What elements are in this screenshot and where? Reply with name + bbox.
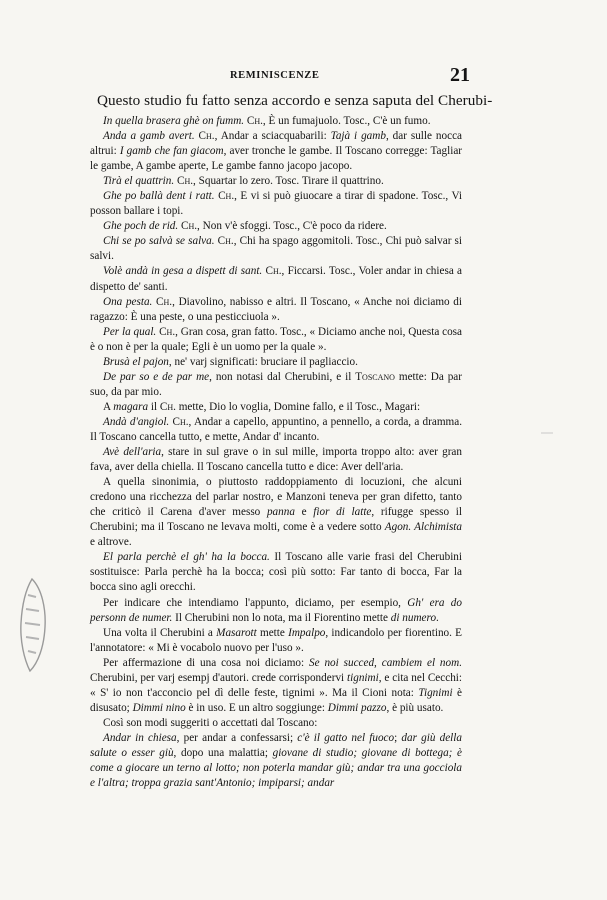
abbreviation: Ch.: [265, 265, 282, 278]
text-run: .: [436, 611, 439, 624]
text-run: , indicandolo per fiorentino. E l'annotatore: « Mi è vocabolo nuovo per l'uso ».: [90, 626, 462, 654]
paragraph: [90, 656, 462, 716]
text-run: , Andar a sciacquabarili:: [214, 130, 331, 143]
text-run: , Chi ha spago aggomitoli. Tosc., Chi può salvar si salvi.: [90, 235, 463, 263]
paragraph: [90, 129, 462, 174]
text-run: e: [294, 506, 314, 519]
italic-phrase: Tirà el quattrin.: [103, 175, 175, 188]
paragraph: [90, 475, 462, 550]
paragraph: [90, 325, 462, 355]
text-run: ;: [394, 731, 402, 744]
paragraph: [90, 415, 462, 445]
text-run: Per indicare che intendiamo l'appunto, diciamo, per esempio,: [103, 596, 408, 609]
paragraph: [90, 189, 462, 219]
italic-phrase: fior di latte: [313, 506, 372, 519]
text-run: è in uso. E un altro soggiunge:: [185, 701, 328, 714]
text-run: , è più usato.: [386, 701, 444, 714]
text-run: , E vi si può giuocare a tirar di spadone. Tosc., Vi posson ballare i topi.: [90, 190, 463, 218]
text-run: , non notasi dal Cherubini, e il: [209, 370, 356, 383]
abbreviation: Ch.: [217, 235, 234, 248]
text-run: , Squartar lo zero. Tosc. Tirare il quattrino.: [193, 175, 384, 188]
italic-phrase: El parla perchè el gh' ha la bocca.: [103, 551, 270, 564]
italic-phrase: Tajà i gamb: [330, 130, 386, 143]
italic-phrase: panna: [266, 506, 295, 519]
text-run: , Gran cosa, gran fatto. Tosc., « Diciamo anche noi, Questa cosa è o non è per la quale; Egli è un uomo per la quale ».: [90, 325, 463, 353]
text-run: , Ficcarsi. Tosc., Voler andar in chiesa a dispetto de' santi.: [90, 265, 463, 293]
text-run: e altrove.: [90, 536, 132, 549]
paragraph: [90, 114, 462, 129]
text-run: , Diavolino, nabisso e altri. Il Toscano, « Anche noi diciamo di ragazzo: È una peste, o una pesticciuola ».: [90, 295, 462, 323]
italic-phrase: Dimmi pazzo: [327, 701, 387, 714]
text-run: il: [148, 400, 160, 413]
running-head: REMINISCENZE: [230, 70, 320, 81]
text-run: , Non v'è sfoggi. Tosc., C'è poco da ridere.: [197, 220, 387, 233]
text-run: A: [103, 400, 114, 413]
italic-phrase: Andar in chiesa: [103, 731, 177, 744]
italic-phrase: Volè andà in gesa a dispett di sant.: [103, 265, 263, 278]
abbreviation: Ch.: [181, 220, 198, 233]
paragraph: [90, 550, 462, 595]
italic-phrase: Impalpo: [288, 626, 326, 639]
text-run: mette, Dio lo voglia, Domine fallo, e il Tosc., Magari:: [175, 400, 421, 413]
paragraph: [90, 174, 462, 189]
page-header: [90, 66, 470, 88]
italic-phrase: Avè dell'aria: [103, 446, 162, 459]
italic-phrase: Ona pesta.: [103, 295, 153, 308]
paragraph: [90, 626, 462, 656]
italic-phrase: In quella brasera ghè on fumm.: [103, 115, 245, 127]
paragraph: [90, 295, 462, 325]
paragraph: [90, 234, 462, 264]
paragraph: [90, 219, 462, 234]
paragraph: [90, 355, 462, 370]
italic-phrase: Anda a gamb avert.: [103, 130, 195, 143]
abbreviation: Toscano: [355, 370, 395, 383]
text-run: Cherubini, per varj esempj d'autori. crede corrispondervi: [90, 671, 348, 684]
paragraph: [90, 596, 462, 626]
text-run: è disusato;: [90, 686, 462, 714]
text-run: , dar sulle nocca altrui:: [90, 130, 462, 158]
paragraph: [90, 370, 462, 400]
paragraph: [90, 264, 462, 294]
text-run: , aver tronche le gambe. Il Toscano corregge: Tagliar le gambe, A gambe aperte, Le gambe fanno jacopo jacopo.: [90, 145, 463, 173]
text-run: mette: Da par suo, da par mio.: [90, 370, 462, 398]
abbreviation: Ch.: [246, 115, 263, 127]
italic-phrase: Agon. Alchimista: [384, 521, 463, 534]
text-run: , Andar a capello, appuntino, a pennello, a corda, a dramma. Il Toscano cancella tutto, e mette, Andar d' incanto.: [90, 415, 462, 443]
text-run: , rifugge spesso il Cherubini; ma il Toscano ne levava molti, come è a vedere sotto: [90, 506, 462, 534]
text-run: , per andar a confessarsi;: [176, 731, 298, 744]
italic-phrase: di numero: [390, 611, 437, 624]
italic-phrase: De par so e de par me: [103, 370, 210, 383]
italic-phrase: c'è il gatto nel fuoco: [297, 731, 395, 744]
paragraph: [90, 716, 462, 731]
abbreviation: Ch.: [176, 175, 194, 188]
text-run: , e cita nel Cecchi: « S' io non t'acconcio pel dì delle feste, tignimi ». Ma il Cioni nota:: [90, 671, 462, 699]
text-run: , È un fumajuolo. Tosc., C'è un fumo.: [262, 115, 431, 127]
italic-phrase: I gamb che fan giacom: [119, 145, 224, 158]
abbreviation: Ch.: [172, 415, 189, 428]
abbreviation: Ch.: [198, 130, 215, 143]
text-run: mette: [256, 626, 289, 639]
body-text: [90, 114, 462, 791]
italic-phrase: magara: [113, 400, 149, 413]
abbreviation: Ch.: [218, 190, 235, 203]
paragraph: [90, 731, 462, 791]
text-run: , dopo una malattia;: [173, 746, 273, 759]
italic-phrase: Per la qual.: [103, 325, 157, 338]
italic-phrase: tignimi: [347, 671, 379, 684]
italic-phrase: Gh' era do personn de numer.: [90, 596, 462, 624]
paper-mark: [540, 430, 554, 436]
italic-phrase: Chi se po salvà se salva.: [103, 235, 215, 248]
text-run: A quella sinonimia, o piuttosto raddoppiamento di locuzioni, che alcuni credono una ricchezza del parlar nostro, e Manzoni teneva per gran difetto, tanto che criticò il Carena d'aver messo: [90, 476, 462, 519]
italic-phrase: Brusà el pajon: [103, 355, 169, 368]
italic-phrase: Se noi succed, cambiem el nom.: [309, 656, 462, 669]
italic-phrase: Ghe po ballà dent i ratt.: [103, 190, 215, 203]
text-run: , stare in sul grave o in sul mille, importa troppo alto: aver gran fava, aver della chiella. Il Toscano cancella tutto e dice: Aver dell'aria.: [90, 446, 462, 474]
italic-phrase: Tignimi: [418, 686, 453, 699]
italic-phrase: Masarott: [216, 626, 257, 639]
paragraph: [90, 400, 462, 415]
text-run: Il Cherubini non lo nota, ma il Fiorentino mette: [172, 611, 391, 624]
italic-phrase: dar giù della salute o esser giù: [90, 731, 462, 759]
library-stamp-mark: [12, 575, 52, 675]
text-run: Così son modi suggeriti o accettati dal Toscano:: [103, 716, 318, 729]
first-line: Questo studio fu fatto senza accordo e senza saputa del Cherubi-: [97, 92, 493, 109]
italic-phrase: Dimmi nino: [132, 701, 186, 714]
abbreviation: Ch.: [159, 400, 176, 413]
text-run: , ne' varj significati: bruciare il pagliaccio.: [168, 355, 358, 368]
abbreviation: Ch.: [156, 295, 173, 308]
italic-phrase: giovane di studio; giovane di bottega; è come a giocare un terno al lotto; non poterla mandar giù; andar tra una gocciola e l'altra; troppa grazia sant'Antonio; impiparsi; andar: [90, 746, 463, 790]
page-number: 21: [450, 64, 470, 86]
italic-phrase: Andà d'angiol.: [103, 415, 170, 428]
abbreviation: Ch.: [159, 325, 176, 338]
paragraph: [90, 445, 462, 475]
text-run: Una volta il Cherubini a: [103, 626, 217, 639]
italic-phrase: Ghe poch de rid.: [103, 220, 179, 233]
text-run: Per affermazione di una cosa noi diciamo:: [103, 656, 310, 669]
text-run: Il Toscano alle varie frasi del Cherubini sostituisce: Parla perchè ha la bocca; così più sotto: Far tanto di bocca, Far la bocca sino agli orecchi.: [90, 551, 462, 594]
